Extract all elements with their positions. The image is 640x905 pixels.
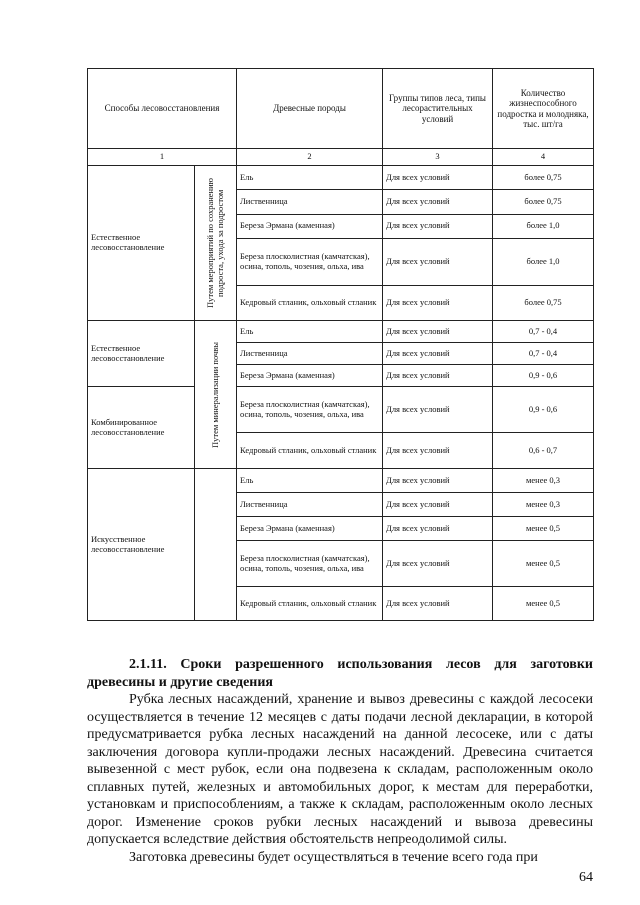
table-row: [88, 321, 594, 343]
conditions-cell: Для всех условий: [383, 365, 493, 387]
conditions-cell: Для всех условий: [383, 587, 493, 621]
column-number-row: [88, 149, 594, 166]
species-cell: Ель: [237, 469, 383, 493]
species-cell: Береза Эрмана (каменная): [237, 517, 383, 541]
conditions-cell: Для всех условий: [383, 321, 493, 343]
paragraph: Заготовка древесины будет осуществляться в течение всего года при: [129, 849, 538, 865]
empty-cell: [195, 469, 237, 621]
table-row: [88, 166, 594, 190]
header-row: [88, 69, 594, 149]
header-method: Способы лесовосстановления: [88, 69, 237, 149]
column-number: 3: [383, 149, 493, 166]
species-cell: Береза Эрмана (каменная): [237, 214, 383, 238]
species-cell: Ель: [237, 166, 383, 190]
column-number: 1: [88, 149, 237, 166]
table-row: [88, 387, 594, 433]
conditions-cell: Для всех условий: [383, 214, 493, 238]
column-number: 4: [493, 149, 594, 166]
vertical-label-cell: [195, 166, 237, 321]
method-cell: Комбинированное лесовосстановление: [88, 387, 195, 469]
species-cell: Лиственница: [237, 493, 383, 517]
species-cell: Береза плосколистная (камчатская), осина, тополь, чозения, ольха, ива: [237, 238, 383, 285]
quantity-cell: более 0,75: [493, 190, 594, 214]
conditions-cell: Для всех условий: [383, 190, 493, 214]
quantity-cell: менее 0,5: [493, 541, 594, 587]
species-cell: Береза плосколистная (камчатская), осина, тополь, чозения, ольха, ива: [237, 541, 383, 587]
species-cell: Лиственница: [237, 190, 383, 214]
species-cell: Береза Эрмана (каменная): [237, 365, 383, 387]
species-cell: Кедровый стланик, ольховый стланик: [237, 587, 383, 621]
quantity-cell: более 0,75: [493, 166, 594, 190]
quantity-cell: более 1,0: [493, 214, 594, 238]
conditions-cell: Для всех условий: [383, 469, 493, 493]
table-row: [88, 469, 594, 493]
quantity-cell: 0,7 - 0,4: [493, 343, 594, 365]
method-cell: Естественное лесовосстановление: [88, 166, 195, 321]
conditions-cell: Для всех условий: [383, 541, 493, 587]
conditions-cell: Для всех условий: [383, 433, 493, 469]
conditions-cell: Для всех условий: [383, 166, 493, 190]
page-number: 64: [579, 870, 593, 885]
quantity-cell: более 1,0: [493, 238, 594, 285]
conditions-cell: Для всех условий: [383, 517, 493, 541]
vertical-label-cell: [195, 321, 237, 469]
conditions-cell: Для всех условий: [383, 387, 493, 433]
quantity-cell: 0,9 - 0,6: [493, 365, 594, 387]
quantity-cell: менее 0,3: [493, 469, 594, 493]
paragraph: Рубка лесных насаждений, хранение и вывоз древесины с каждой лесосеки осуществляется в течение 12 месяцев с даты подачи лесной декларации, в которой предусматривается рубка лесных насаждений на данной лесосеке, или с даты заключения договора купли-продажи лесных насаждений. Древесина считается вывезенной с мест рубок, если она подвезена к складам, расположенным около сплавных путей, железных и автомобильных дорог, к местам для переработки, установкам и приспособлениям, а также к складам, расположенным около лесных дорог. Изменение сроков рубки лесных насаждений и вывоза древесины допускается вследствие действия обстоятельств непреодолимой силы.: [87, 692, 593, 847]
quantity-cell: 0,6 - 0,7: [493, 433, 594, 469]
header-species: Древесные породы: [237, 69, 383, 149]
conditions-cell: Для всех условий: [383, 493, 493, 517]
section-heading: 2.1.11. Сроки разрешенного использования лесов для заготовки древесины и другие сведения: [87, 657, 593, 690]
vertical-label: Путем минерализации почвы: [209, 341, 220, 448]
quantity-cell: более 0,75: [493, 285, 594, 320]
quantity-cell: 0,7 - 0,4: [493, 321, 594, 343]
section-text: [87, 656, 593, 866]
quantity-cell: менее 0,5: [493, 587, 594, 621]
header-quantity: Количество жизнеспособного подростка и молодняка, тыс. шт/га: [493, 69, 594, 149]
header-forest-type: Группы типов леса, типы лесорастительных условий: [383, 69, 493, 149]
column-number: 2: [237, 149, 383, 166]
method-cell: Естественное лесовосстановление: [88, 321, 195, 387]
conditions-cell: Для всех условий: [383, 238, 493, 285]
species-cell: Ель: [237, 321, 383, 343]
species-cell: Кедровый стланик, ольховый стланик: [237, 285, 383, 320]
method-cell: Искусственное лесовосстановление: [88, 469, 195, 621]
species-cell: Кедровый стланик, ольховый стланик: [237, 433, 383, 469]
quantity-cell: менее 0,3: [493, 493, 594, 517]
species-cell: Лиственница: [237, 343, 383, 365]
vertical-label: Путем мероприятий по сохранению подроста, ухода за подростом: [204, 178, 225, 309]
conditions-cell: Для всех условий: [383, 285, 493, 320]
reforestation-table: [87, 68, 594, 621]
species-cell: Береза плосколистная (камчатская), осина, тополь, чозения, ольха, ива: [237, 387, 383, 433]
conditions-cell: Для всех условий: [383, 343, 493, 365]
quantity-cell: 0,9 - 0,6: [493, 387, 594, 433]
quantity-cell: менее 0,5: [493, 517, 594, 541]
